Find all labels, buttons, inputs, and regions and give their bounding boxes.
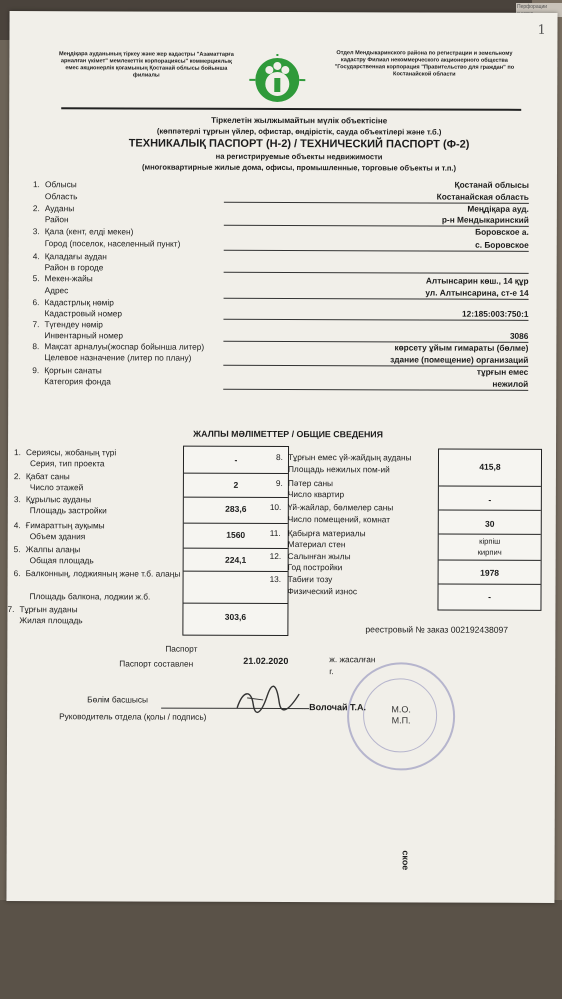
general-num: 13.: [269, 573, 282, 584]
field-value-ru: ул. Алтынсарина, ст-е 14: [425, 287, 529, 298]
value-series: -: [234, 454, 238, 465]
passport-label-kz: Паспорт: [165, 643, 198, 654]
field-label-kz: Мекен-жайы: [44, 273, 93, 284]
general-right-values: [437, 449, 542, 611]
general-label-ru: Год постройки: [287, 562, 343, 573]
general-num: 1.: [13, 447, 21, 458]
official-stamp: [347, 662, 455, 770]
field-label-kz: Ауданы: [44, 203, 75, 214]
general-label-ru: Число квартир: [287, 489, 345, 500]
cell-divider: [439, 560, 541, 561]
field-value-ru: с. Боровское: [475, 239, 529, 250]
field-label-ru: Город (поселок, населенный пункт): [44, 238, 181, 249]
field-value-kz: Боровское а.: [475, 226, 529, 237]
field-label-ru: Категория фонда: [44, 376, 111, 387]
general-label-ru: Материал стен: [287, 539, 346, 550]
passport-year-kz: ж. жасалған: [329, 654, 376, 665]
general-num: 3.: [13, 494, 21, 505]
field-value-kz: Қостанай облысы: [454, 179, 529, 190]
cell-divider: [439, 584, 541, 585]
background-bottom: [0, 900, 562, 999]
general-label-kz: Балконның, лоджияның және т.б. алаңы: [25, 568, 181, 579]
general-label-kz: Пәтер саны: [287, 478, 334, 489]
signature-name: Волочай Т.А.: [309, 702, 367, 713]
field-value-kz: Алтынсарин көш., 14 құр: [425, 275, 529, 286]
field-underline: [223, 389, 528, 391]
field-underline: [223, 319, 528, 321]
general-label-kz: Жалпы алаңы: [25, 544, 81, 555]
value-wall-material-kz: кірпіш: [479, 536, 501, 546]
general-label-ru: Объем здания: [29, 531, 86, 542]
field-label-ru: Инвентарный номер: [44, 330, 124, 341]
field-label-kz: Облысы: [44, 179, 77, 190]
general-label-kz: Сериясы, жобаның түрі: [25, 447, 117, 458]
field-label-ru: Район: [44, 214, 69, 225]
general-num: 7.: [7, 604, 15, 615]
signature-label-kz: Бөлім басшысы: [87, 694, 148, 705]
field-label-kz: Қаладағы аудан: [44, 251, 107, 262]
cell-divider: [184, 548, 288, 549]
field-label-ru: Адрес: [44, 285, 69, 296]
general-left-values: [182, 446, 289, 636]
general-num: 4.: [13, 520, 21, 531]
field-num: 9.: [32, 365, 40, 376]
general-label-ru: Площадь балкона, лоджии ж.б.: [29, 591, 151, 602]
value-nonresidential-area: 415,8: [479, 461, 501, 472]
general-label-kz: Құрылыс ауданы: [25, 494, 92, 505]
general-label-kz: Тұрғын емес үй-жайдың ауданы: [287, 452, 412, 463]
field-underline: [224, 298, 529, 300]
value-wear: -: [488, 591, 491, 602]
value-building-area: 283,6: [225, 503, 247, 514]
field-num: 6.: [32, 297, 40, 308]
general-num: 11.: [269, 527, 281, 538]
header-left-org: Меңдіқара ауданының тіркеу және жер кадастры "Азаматтарға арналған үкімет" мемлекеттік корпорациясы" коммерциялық емес акционерлік қоғамының Қостанай облысы бойынша филиалы: [58, 51, 234, 79]
signature-label-ru: Руководитель отдела (қолы / подпись): [59, 711, 207, 722]
value-rooms: 30: [485, 518, 495, 529]
general-label-ru: Число помещений, комнат: [287, 514, 391, 525]
title-main: ТЕХНИКАЛЫҚ ПАСПОРТ (Н-2) / ТЕХНИЧЕСКИЙ ПАСПОРТ (Ф-2): [128, 137, 470, 151]
cell-divider: [184, 571, 288, 572]
value-year-built: 1978: [480, 567, 500, 578]
cell-divider: [439, 534, 541, 535]
field-label-ru: Район в городе: [44, 262, 104, 273]
general-num: 8.: [275, 451, 283, 463]
handwritten-signature: [233, 684, 303, 716]
field-num: 7.: [32, 319, 40, 330]
value-floors: 2: [233, 479, 239, 490]
field-label-ru: Область: [44, 191, 78, 202]
general-label-kz: Табиғи тозу: [287, 574, 333, 585]
field-label-kz: Мақсат арналуы(жоспар бойынша литер): [44, 341, 205, 352]
general-label-kz: Үй-жайлар, бөлмелер саны: [287, 502, 394, 513]
general-num: 2.: [13, 471, 21, 482]
field-underline: [224, 250, 529, 252]
passport-date: 21.02.2020: [243, 655, 289, 667]
field-label-kz: Қорғын санаты: [44, 365, 102, 376]
general-label-ru: Жилая площадь: [19, 615, 83, 626]
general-num: 6.: [13, 568, 21, 579]
title-kz-sub: (көппәтерлі тұрғын үйлер, офистар, өндірістік, сауда объектілері және т.б.): [156, 126, 442, 137]
title-kz-object: Тіркелетін жылжымайтын мүлік объектісіне: [211, 115, 388, 126]
field-num: 5.: [32, 273, 40, 284]
value-wall-material-ru: кирпич: [477, 547, 502, 557]
stamp-text: М.О. М.П.: [391, 704, 411, 726]
field-value-kz: көрсету ұйым гимараты (бөлме): [394, 342, 529, 353]
gov-logo-icon: [247, 54, 307, 106]
field-label-kz: Кадастрлық нөмір: [44, 297, 114, 308]
cell-divider: [439, 510, 541, 511]
header-right-org: Отдел Мендыкаринского района по регистрации и земельному кадастру Филиал некоммерческого акционерного общества "Государственная корпорация "Правительство для граждан" по Костанайской области: [334, 50, 515, 78]
general-label-ru: Серия, тип проекта: [29, 458, 105, 469]
field-underline: [224, 272, 529, 274]
field-num: 3.: [32, 226, 40, 237]
general-label-ru: Общая площадь: [29, 555, 94, 566]
general-label-kz: Ғимараттың ауқымы: [25, 520, 105, 531]
general-num: 12.: [269, 550, 282, 561]
value-living-area: 303,6: [224, 611, 247, 622]
corner-mark: 1: [537, 22, 546, 38]
field-value-ru: Костанайская область: [436, 191, 529, 202]
field-label-kz: Қала (кент, елді мекен): [44, 226, 134, 237]
field-label-kz: Түгендеу нөмір: [44, 319, 103, 330]
document-page: [6, 11, 557, 903]
general-label-kz: Қабат саны: [25, 471, 70, 482]
general-label-ru: Площадь нежилых пом-ий: [287, 464, 390, 475]
field-value-ru: 3086: [509, 330, 529, 341]
field-value-ru: р-н Мендыкаринский: [441, 214, 529, 225]
value-apartments: -: [488, 494, 492, 505]
field-value-ru: 12:185:003:750:1: [462, 308, 529, 319]
general-num: 5.: [13, 544, 21, 555]
value-total-area: 224,1: [224, 554, 247, 565]
field-num: 8.: [32, 341, 40, 352]
cell-divider: [184, 497, 288, 498]
passport-label-ru: Паспорт составлен: [119, 658, 194, 669]
general-num: 10.: [269, 501, 282, 512]
cell-divider: [439, 486, 541, 487]
general-label-kz: Салынған жылы: [287, 551, 351, 562]
general-num: 9.: [275, 477, 283, 489]
side-text: ское: [400, 850, 411, 871]
field-value-ru: нежилой: [492, 378, 529, 389]
passport-year-ru: г.: [329, 666, 334, 677]
field-num: 1.: [32, 179, 40, 190]
title-ru-sub: (многоквартирные жилые дома, офисы, промышленные, торговые объекты и т.п.): [141, 162, 457, 173]
field-label-ru: Целевое назначение (литер по плану): [44, 352, 192, 363]
title-ru-object: на регистрируемые объекты недвижимости: [215, 151, 383, 162]
field-num: 4.: [32, 251, 40, 262]
registry-number: реестровый № заказ 002192438097: [365, 624, 509, 635]
header-divider: [61, 107, 521, 111]
general-label-kz: Қабырға материалы: [287, 528, 366, 539]
general-label-ru: Физический износ: [287, 586, 358, 597]
cell-divider: [184, 523, 288, 524]
general-label-ru: Число этажей: [29, 482, 84, 493]
cell-divider: [183, 603, 287, 604]
field-label-ru: Кадастровый номер: [44, 308, 123, 319]
field-value-kz: тұрғын емес: [476, 366, 529, 377]
general-label-ru: Площадь застройки: [29, 505, 107, 516]
value-volume: 1560: [226, 529, 246, 540]
field-value-ru: здание (помещение) организаций: [390, 354, 529, 365]
general-heading: ЖАЛПЫ МӘЛІМЕТТЕР / ОБЩИЕ СВЕДЕНИЯ: [193, 428, 383, 440]
field-num: 2.: [32, 203, 40, 214]
field-value-kz: Меңдіқара ауд.: [467, 203, 529, 214]
cell-divider: [184, 473, 288, 474]
corner-note: Перфорации: [516, 3, 562, 17]
general-label-kz: Тұрғын ауданы: [19, 604, 78, 615]
